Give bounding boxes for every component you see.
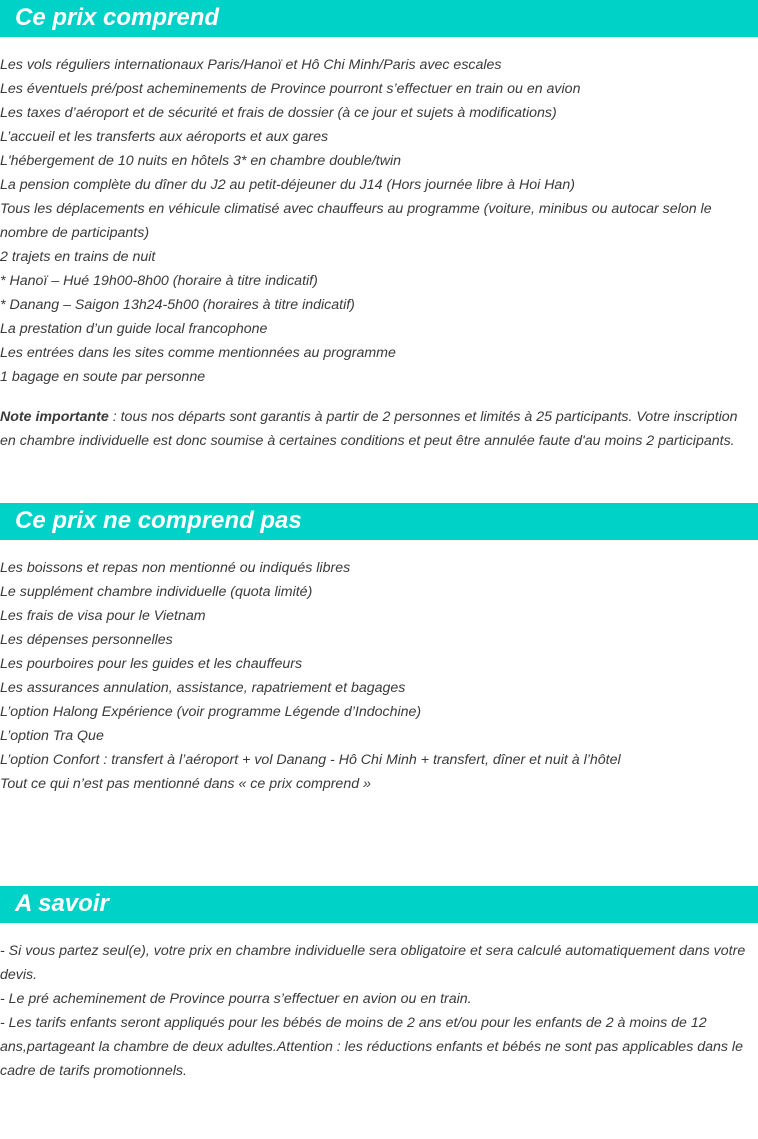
info-paragraph: - Le pré acheminement de Province pourra s’effectuer en avion ou en train. — [0, 991, 472, 1007]
list-item: Les éventuels pré/post acheminements de Province pourront s’effectuer en train ou en avion — [0, 81, 581, 97]
excludes-header — [0, 503, 758, 540]
list-item: L’option Confort : transfert à l’aéroport + vol Danang - Hô Chi Minh + transfert, dîner et nuit à l’hôtel — [0, 752, 621, 768]
list-item: Les taxes d’aéroport et de sécurité et frais de dossier (à ce jour et sujets à modifications) — [0, 105, 557, 121]
important-note-text: : tous nos départs sont garantis à partir de 2 personnes et limités à 25 participants. Votre inscription en chambre individuelle est donc soumise à certaines conditions et peut être annulée faute d'au moins 2 participants. — [0, 409, 738, 449]
list-item: * Danang – Saigon 13h24-5h00 (horaires à titre indicatif) — [0, 297, 355, 313]
list-item: Les pourboires pour les guides et les chauffeurs — [0, 656, 303, 672]
important-note-label: Note importante — [0, 409, 109, 425]
important-note — [0, 405, 756, 453]
list-item: L’option Tra Que — [0, 728, 104, 744]
includes-list — [0, 53, 756, 389]
list-item: Les dépenses personnelles — [0, 632, 173, 648]
list-item: Les assurances annulation, assistance, rapatriement et bagages — [0, 680, 406, 696]
list-item: 1 bagage en soute par personne — [0, 369, 206, 385]
includes-header — [0, 0, 758, 37]
info-header — [0, 886, 758, 923]
excludes-list — [0, 556, 756, 796]
list-item: La prestation d’un guide local francophone — [0, 321, 268, 337]
includes-title: Ce prix comprend — [15, 4, 220, 31]
list-item: Les frais de visa pour le Vietnam — [0, 608, 206, 624]
list-item: 2 trajets en trains de nuit — [0, 249, 156, 265]
info-paragraph: - Si vous partez seul(e), votre prix en chambre individuelle sera obligatoire et sera calculé automatiquement dans votre devis. — [0, 943, 746, 983]
info-paragraph: - Les tarifs enfants seront appliqués pour les bébés de moins de 2 ans et/ou pour les enfants de 2 à moins de 12 ans,partageant la chambre de deux adultes.Attention : les réductions enfants et bébés ne sont pas applicables dans le cadre de tarifs promotionnels. — [0, 1015, 743, 1079]
list-item: Les boissons et repas non mentionné ou indiqués libres — [0, 560, 351, 576]
list-item: Les vols réguliers internationaux Paris/Hanoï et Hô Chi Minh/Paris avec escales — [0, 57, 502, 73]
list-item: Les entrées dans les sites comme mentionnées au programme — [0, 345, 396, 361]
excludes-title: Ce prix ne comprend pas — [15, 507, 302, 534]
list-item: La pension complète du dîner du J2 au petit-déjeuner du J14 (Hors journée libre à Hoi Han) — [0, 177, 575, 193]
list-item: L'hébergement de 10 nuits en hôtels 3* en chambre double/twin — [0, 153, 402, 169]
list-item: Tout ce qui n’est pas mentionné dans « ce prix comprend » — [0, 776, 371, 792]
list-item: L’accueil et les transferts aux aéroports et aux gares — [0, 129, 329, 145]
info-text — [0, 939, 756, 1083]
list-item: * Hanoï – Hué 19h00-8h00 (horaire à titre indicatif) — [0, 273, 318, 289]
list-item: Le supplément chambre individuelle (quota limité) — [0, 584, 313, 600]
list-item: Tous les déplacements en véhicule climatisé avec chauffeurs au programme (voiture, minibus ou autocar selon le nombre de participants) — [0, 201, 712, 241]
info-title: A savoir — [15, 890, 109, 917]
list-item: L’option Halong Expérience (voir programme Légende d’Indochine) — [0, 704, 422, 720]
